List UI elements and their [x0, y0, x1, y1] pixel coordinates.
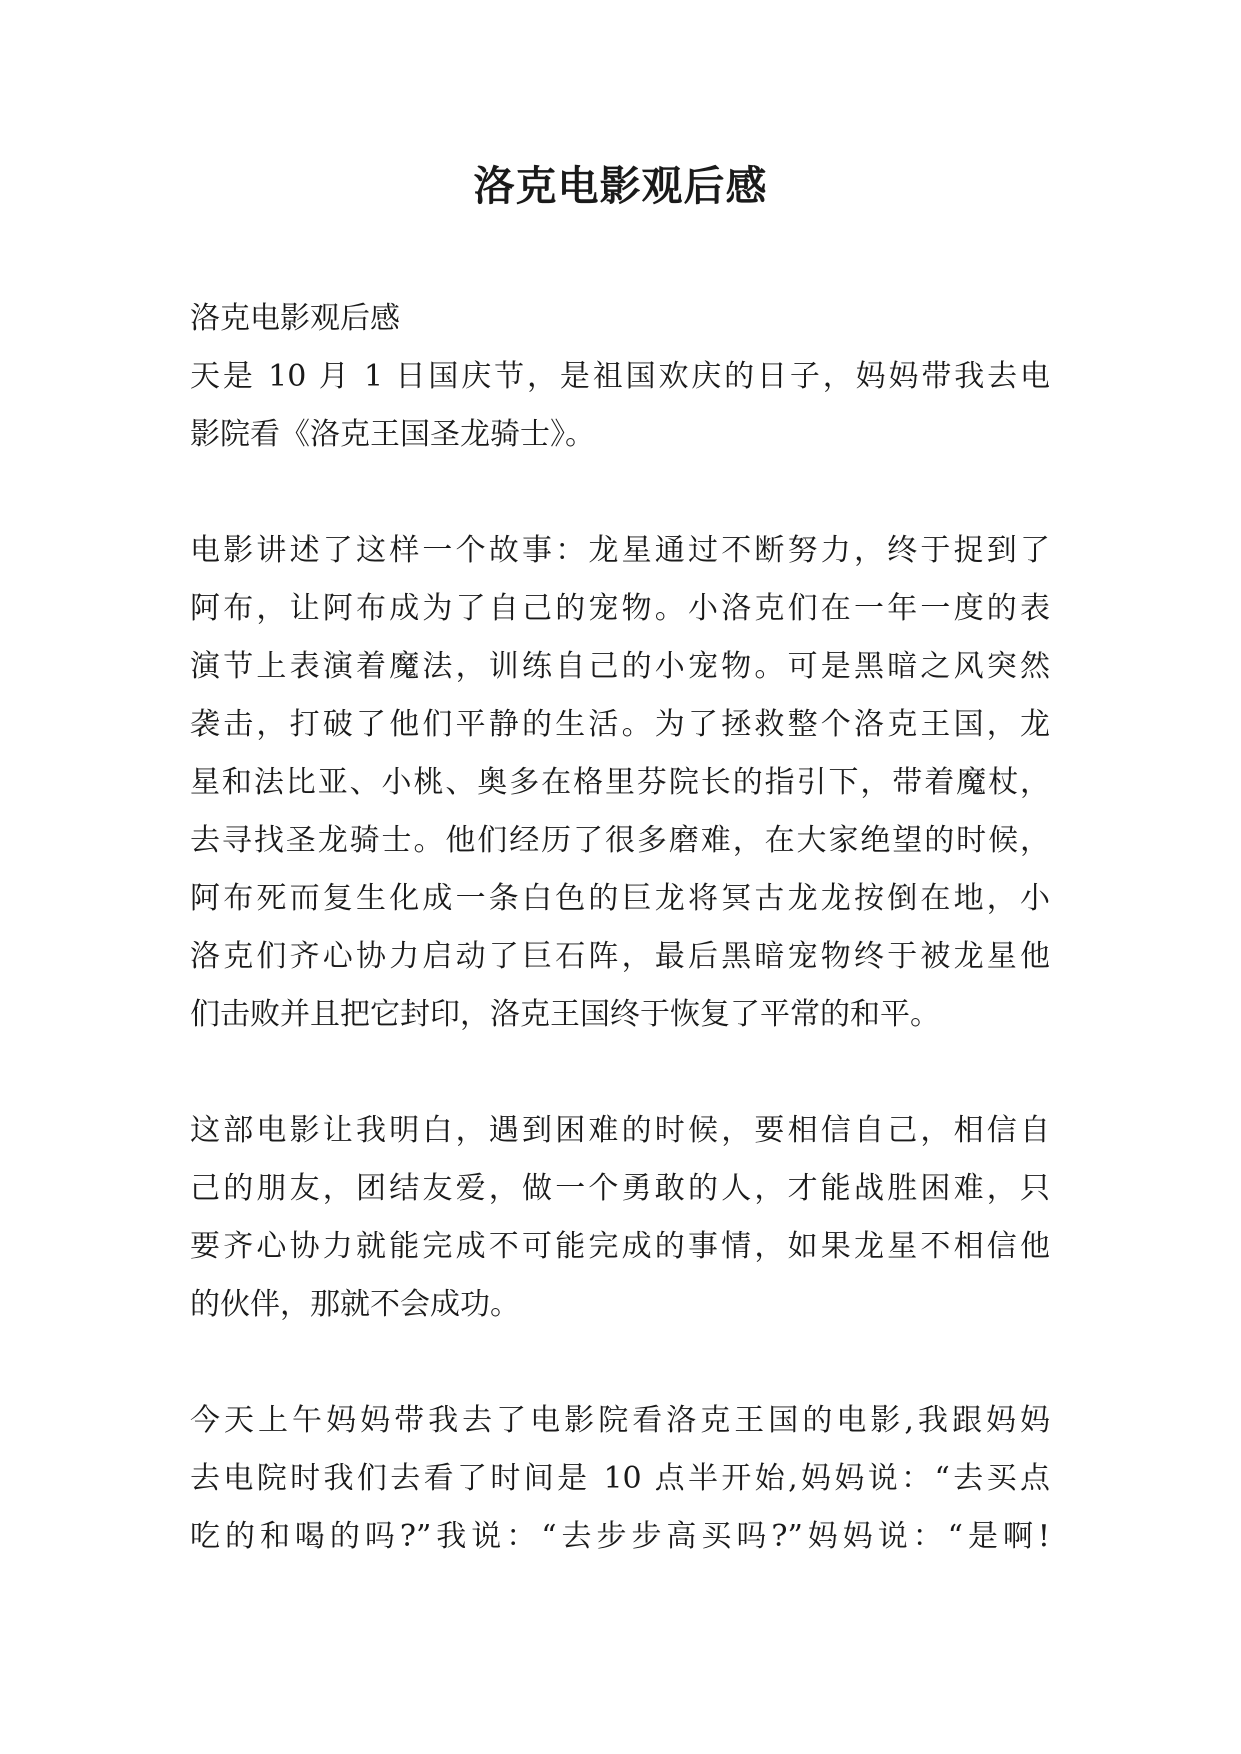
text-line: 去寻找圣龙骑士。他们经历了很多磨难，在大家绝望的时候， — [190, 823, 1050, 858]
text-line: 要齐心协力就能完成不可能完成的事情，如果龙星不相信他 — [190, 1229, 1050, 1264]
paragraph-gap — [190, 1334, 1050, 1392]
text-line: 今天上午妈妈带我去了电影院看洛克王国的电影,我跟妈妈 — [190, 1403, 1050, 1438]
text-line: 的伙伴，那就不会成功。 — [190, 1287, 520, 1322]
text-line: 洛克电影观后感 — [190, 301, 400, 336]
text-line: 星和法比亚、小桃、奥多在格里芬院长的指引下，带着魔杖， — [190, 765, 1050, 800]
text-line: 影院看《洛克王国圣龙骑士》。 — [190, 417, 595, 452]
paragraph-gap — [190, 1044, 1050, 1102]
paragraph — [190, 1392, 1050, 1566]
text-line: 袭击，打破了他们平静的生活。为了拯救整个洛克王国，龙 — [190, 707, 1050, 742]
text-line: 己的朋友，团结友爱，做一个勇敢的人，才能战胜困难，只 — [190, 1171, 1050, 1206]
text-line: 这部电影让我明白，遇到困难的时候，要相信自己，相信自 — [190, 1113, 1050, 1148]
text-line: 去电院时我们去看了时间是 10 点半开始,妈妈说：“去买点 — [190, 1461, 1050, 1496]
document-body — [190, 290, 1050, 1566]
text-line: 天是 10 月 1 日国庆节，是祖国欢庆的日子，妈妈带我去电 — [190, 359, 1050, 394]
paragraph — [190, 1102, 1050, 1334]
text-line: 阿布，让阿布成为了自己的宠物。小洛克们在一年一度的表 — [190, 591, 1050, 626]
paragraph — [190, 348, 1050, 464]
text-line: 阿布死而复生化成一条白色的巨龙将冥古龙龙按倒在地，小 — [190, 881, 1050, 916]
text-line: 吃的和喝的吗?”我说：“去步步高买吗?”妈妈说：“是啊! — [190, 1519, 1050, 1554]
text-line: 洛克们齐心协力启动了巨石阵，最后黑暗宠物终于被龙星他 — [190, 939, 1050, 974]
text-line: 们击败并且把它封印，洛克王国终于恢复了平常的和平。 — [190, 997, 940, 1032]
text-line: 电影讲述了这样一个故事：龙星通过不断努力，终于捉到了 — [190, 533, 1050, 568]
paragraph-gap — [190, 464, 1050, 522]
document-title: 洛克电影观后感 — [473, 162, 768, 210]
paragraph — [190, 290, 1050, 348]
paragraph — [190, 522, 1050, 1044]
text-line: 演节上表演着魔法，训练自己的小宠物。可是黑暗之风突然 — [190, 649, 1050, 684]
